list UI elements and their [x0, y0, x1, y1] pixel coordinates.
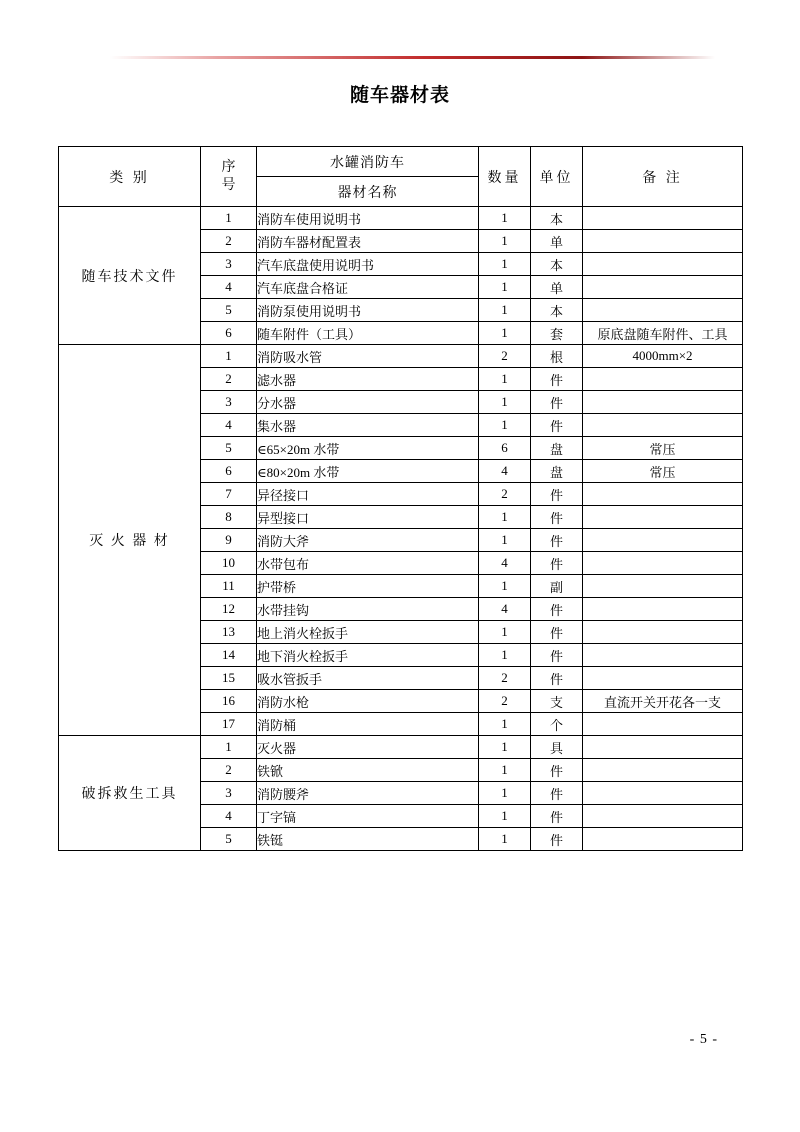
row-item-name: 分水器: [257, 391, 479, 414]
row-remark: 原底盘随车附件、工具: [583, 322, 743, 345]
row-unit: 具: [531, 736, 583, 759]
row-remark: [583, 644, 743, 667]
row-unit: 件: [531, 782, 583, 805]
row-index: 10: [201, 552, 257, 575]
row-quantity: 1: [479, 276, 531, 299]
row-quantity: 1: [479, 644, 531, 667]
row-index: 5: [201, 828, 257, 851]
row-quantity: 1: [479, 299, 531, 322]
row-quantity: 1: [479, 782, 531, 805]
row-unit: 件: [531, 759, 583, 782]
row-index: 6: [201, 460, 257, 483]
row-item-name: 水带包布: [257, 552, 479, 575]
row-unit: 件: [531, 368, 583, 391]
row-index: 13: [201, 621, 257, 644]
row-unit: 本: [531, 207, 583, 230]
row-remark: [583, 805, 743, 828]
row-quantity: 1: [479, 621, 531, 644]
row-item-name: 水带挂钩: [257, 598, 479, 621]
row-quantity: 2: [479, 690, 531, 713]
row-quantity: 6: [479, 437, 531, 460]
row-index: 2: [201, 230, 257, 253]
row-index: 4: [201, 805, 257, 828]
row-index: 4: [201, 276, 257, 299]
row-index: 14: [201, 644, 257, 667]
row-index: 7: [201, 483, 257, 506]
row-item-name: 地下消火栓扳手: [257, 644, 479, 667]
row-index: 6: [201, 322, 257, 345]
row-item-name: 地上消火栓扳手: [257, 621, 479, 644]
row-item-name: 铁锨: [257, 759, 479, 782]
row-remark: [583, 391, 743, 414]
row-unit: 件: [531, 552, 583, 575]
row-quantity: 1: [479, 506, 531, 529]
row-remark: [583, 552, 743, 575]
row-index: 12: [201, 598, 257, 621]
row-unit: 件: [531, 506, 583, 529]
row-unit: 单: [531, 276, 583, 299]
header-remark: 备 注: [583, 147, 743, 207]
row-remark: [583, 506, 743, 529]
row-quantity: 1: [479, 529, 531, 552]
row-unit: 件: [531, 483, 583, 506]
row-index: 1: [201, 207, 257, 230]
header-index: 序 号: [201, 147, 257, 207]
row-item-name: 集水器: [257, 414, 479, 437]
row-unit: 个: [531, 713, 583, 736]
row-item-name: 吸水管扳手: [257, 667, 479, 690]
row-item-name: 汽车底盘使用说明书: [257, 253, 479, 276]
row-remark: [583, 253, 743, 276]
row-quantity: 1: [479, 391, 531, 414]
row-remark: [583, 414, 743, 437]
row-unit: 件: [531, 667, 583, 690]
row-unit: 件: [531, 391, 583, 414]
row-quantity: 4: [479, 460, 531, 483]
row-unit: 本: [531, 253, 583, 276]
row-item-name: 汽车底盘合格证: [257, 276, 479, 299]
row-remark: [583, 598, 743, 621]
row-unit: 件: [531, 414, 583, 437]
category-cell: 破拆救生工具: [59, 736, 201, 851]
row-quantity: 1: [479, 828, 531, 851]
row-quantity: 2: [479, 483, 531, 506]
row-remark: [583, 483, 743, 506]
row-item-name: 消防桶: [257, 713, 479, 736]
row-quantity: 1: [479, 253, 531, 276]
header-quantity: 数量: [479, 147, 531, 207]
equipment-table: [58, 146, 743, 851]
row-quantity: 1: [479, 368, 531, 391]
row-remark: 常压: [583, 437, 743, 460]
row-quantity: 1: [479, 575, 531, 598]
row-quantity: 4: [479, 598, 531, 621]
page-title: 随车器材表: [349, 85, 450, 106]
row-item-name: 滤水器: [257, 368, 479, 391]
row-quantity: 4: [479, 552, 531, 575]
row-remark: [583, 207, 743, 230]
table-row: [59, 345, 743, 368]
row-quantity: 1: [479, 322, 531, 345]
row-unit: 本: [531, 299, 583, 322]
row-quantity: 1: [479, 759, 531, 782]
row-index: 2: [201, 759, 257, 782]
row-quantity: 2: [479, 667, 531, 690]
row-unit: 件: [531, 598, 583, 621]
row-quantity: 1: [479, 805, 531, 828]
row-item-name: 消防水枪: [257, 690, 479, 713]
row-index: 5: [201, 299, 257, 322]
row-unit: 件: [531, 621, 583, 644]
row-quantity: 1: [479, 713, 531, 736]
row-quantity: 1: [479, 230, 531, 253]
row-unit: 盘: [531, 460, 583, 483]
row-item-name: 消防车使用说明书: [257, 207, 479, 230]
row-index: 3: [201, 253, 257, 276]
row-remark: [583, 529, 743, 552]
header-category: 类 别: [59, 147, 201, 207]
row-index: 1: [201, 345, 257, 368]
row-item-name: 丁字镐: [257, 805, 479, 828]
row-remark: [583, 621, 743, 644]
header-item-name: 器材名称: [257, 177, 479, 207]
row-remark: [583, 299, 743, 322]
row-index: 16: [201, 690, 257, 713]
row-unit: 盘: [531, 437, 583, 460]
row-index: 3: [201, 391, 257, 414]
row-unit: 件: [531, 828, 583, 851]
category-cell: 灭 火 器 材: [59, 345, 201, 736]
category-cell: 随车技术文件: [59, 207, 201, 345]
row-item-name: 护带桥: [257, 575, 479, 598]
header-rule: [110, 56, 715, 59]
row-unit: 套: [531, 322, 583, 345]
row-quantity: 1: [479, 207, 531, 230]
row-remark: 4000mm×2: [583, 345, 743, 368]
row-item-name: 灭火器: [257, 736, 479, 759]
row-index: 2: [201, 368, 257, 391]
row-index: 17: [201, 713, 257, 736]
row-remark: [583, 368, 743, 391]
row-index: 15: [201, 667, 257, 690]
row-remark: [583, 575, 743, 598]
header-unit: 单位: [531, 147, 583, 207]
table-header-row-1: [59, 147, 743, 177]
row-unit: 单: [531, 230, 583, 253]
row-index: 3: [201, 782, 257, 805]
row-item-name: 消防腰斧: [257, 782, 479, 805]
row-remark: [583, 759, 743, 782]
row-remark: [583, 276, 743, 299]
row-remark: [583, 713, 743, 736]
row-unit: 根: [531, 345, 583, 368]
row-item-name: ∈65×20m 水带: [257, 437, 479, 460]
row-remark: [583, 782, 743, 805]
row-item-name: 随车附件（工具）: [257, 322, 479, 345]
header-vehicle: 水罐消防车: [257, 147, 479, 177]
row-item-name: 异型接口: [257, 506, 479, 529]
row-remark: [583, 230, 743, 253]
row-item-name: ∈80×20m 水带: [257, 460, 479, 483]
row-quantity: 1: [479, 414, 531, 437]
row-index: 4: [201, 414, 257, 437]
row-index: 1: [201, 736, 257, 759]
row-unit: 支: [531, 690, 583, 713]
equipment-table-container: [58, 146, 742, 851]
row-unit: 件: [531, 644, 583, 667]
row-item-name: 消防泵使用说明书: [257, 299, 479, 322]
row-item-name: 消防大斧: [257, 529, 479, 552]
row-quantity: 1: [479, 736, 531, 759]
row-index: 8: [201, 506, 257, 529]
row-remark: 常压: [583, 460, 743, 483]
row-item-name: 异径接口: [257, 483, 479, 506]
row-item-name: 消防车器材配置表: [257, 230, 479, 253]
row-index: 5: [201, 437, 257, 460]
row-unit: 副: [531, 575, 583, 598]
table-row: [59, 736, 743, 759]
row-item-name: 消防吸水管: [257, 345, 479, 368]
row-remark: [583, 736, 743, 759]
page-number: - 5 -: [689, 1032, 718, 1047]
row-quantity: 2: [479, 345, 531, 368]
row-remark: [583, 667, 743, 690]
row-unit: 件: [531, 805, 583, 828]
row-remark: [583, 828, 743, 851]
row-index: 11: [201, 575, 257, 598]
row-remark: 直流开关开花各一支: [583, 690, 743, 713]
row-item-name: 铁铤: [257, 828, 479, 851]
row-index: 9: [201, 529, 257, 552]
table-row: [59, 207, 743, 230]
row-unit: 件: [531, 529, 583, 552]
